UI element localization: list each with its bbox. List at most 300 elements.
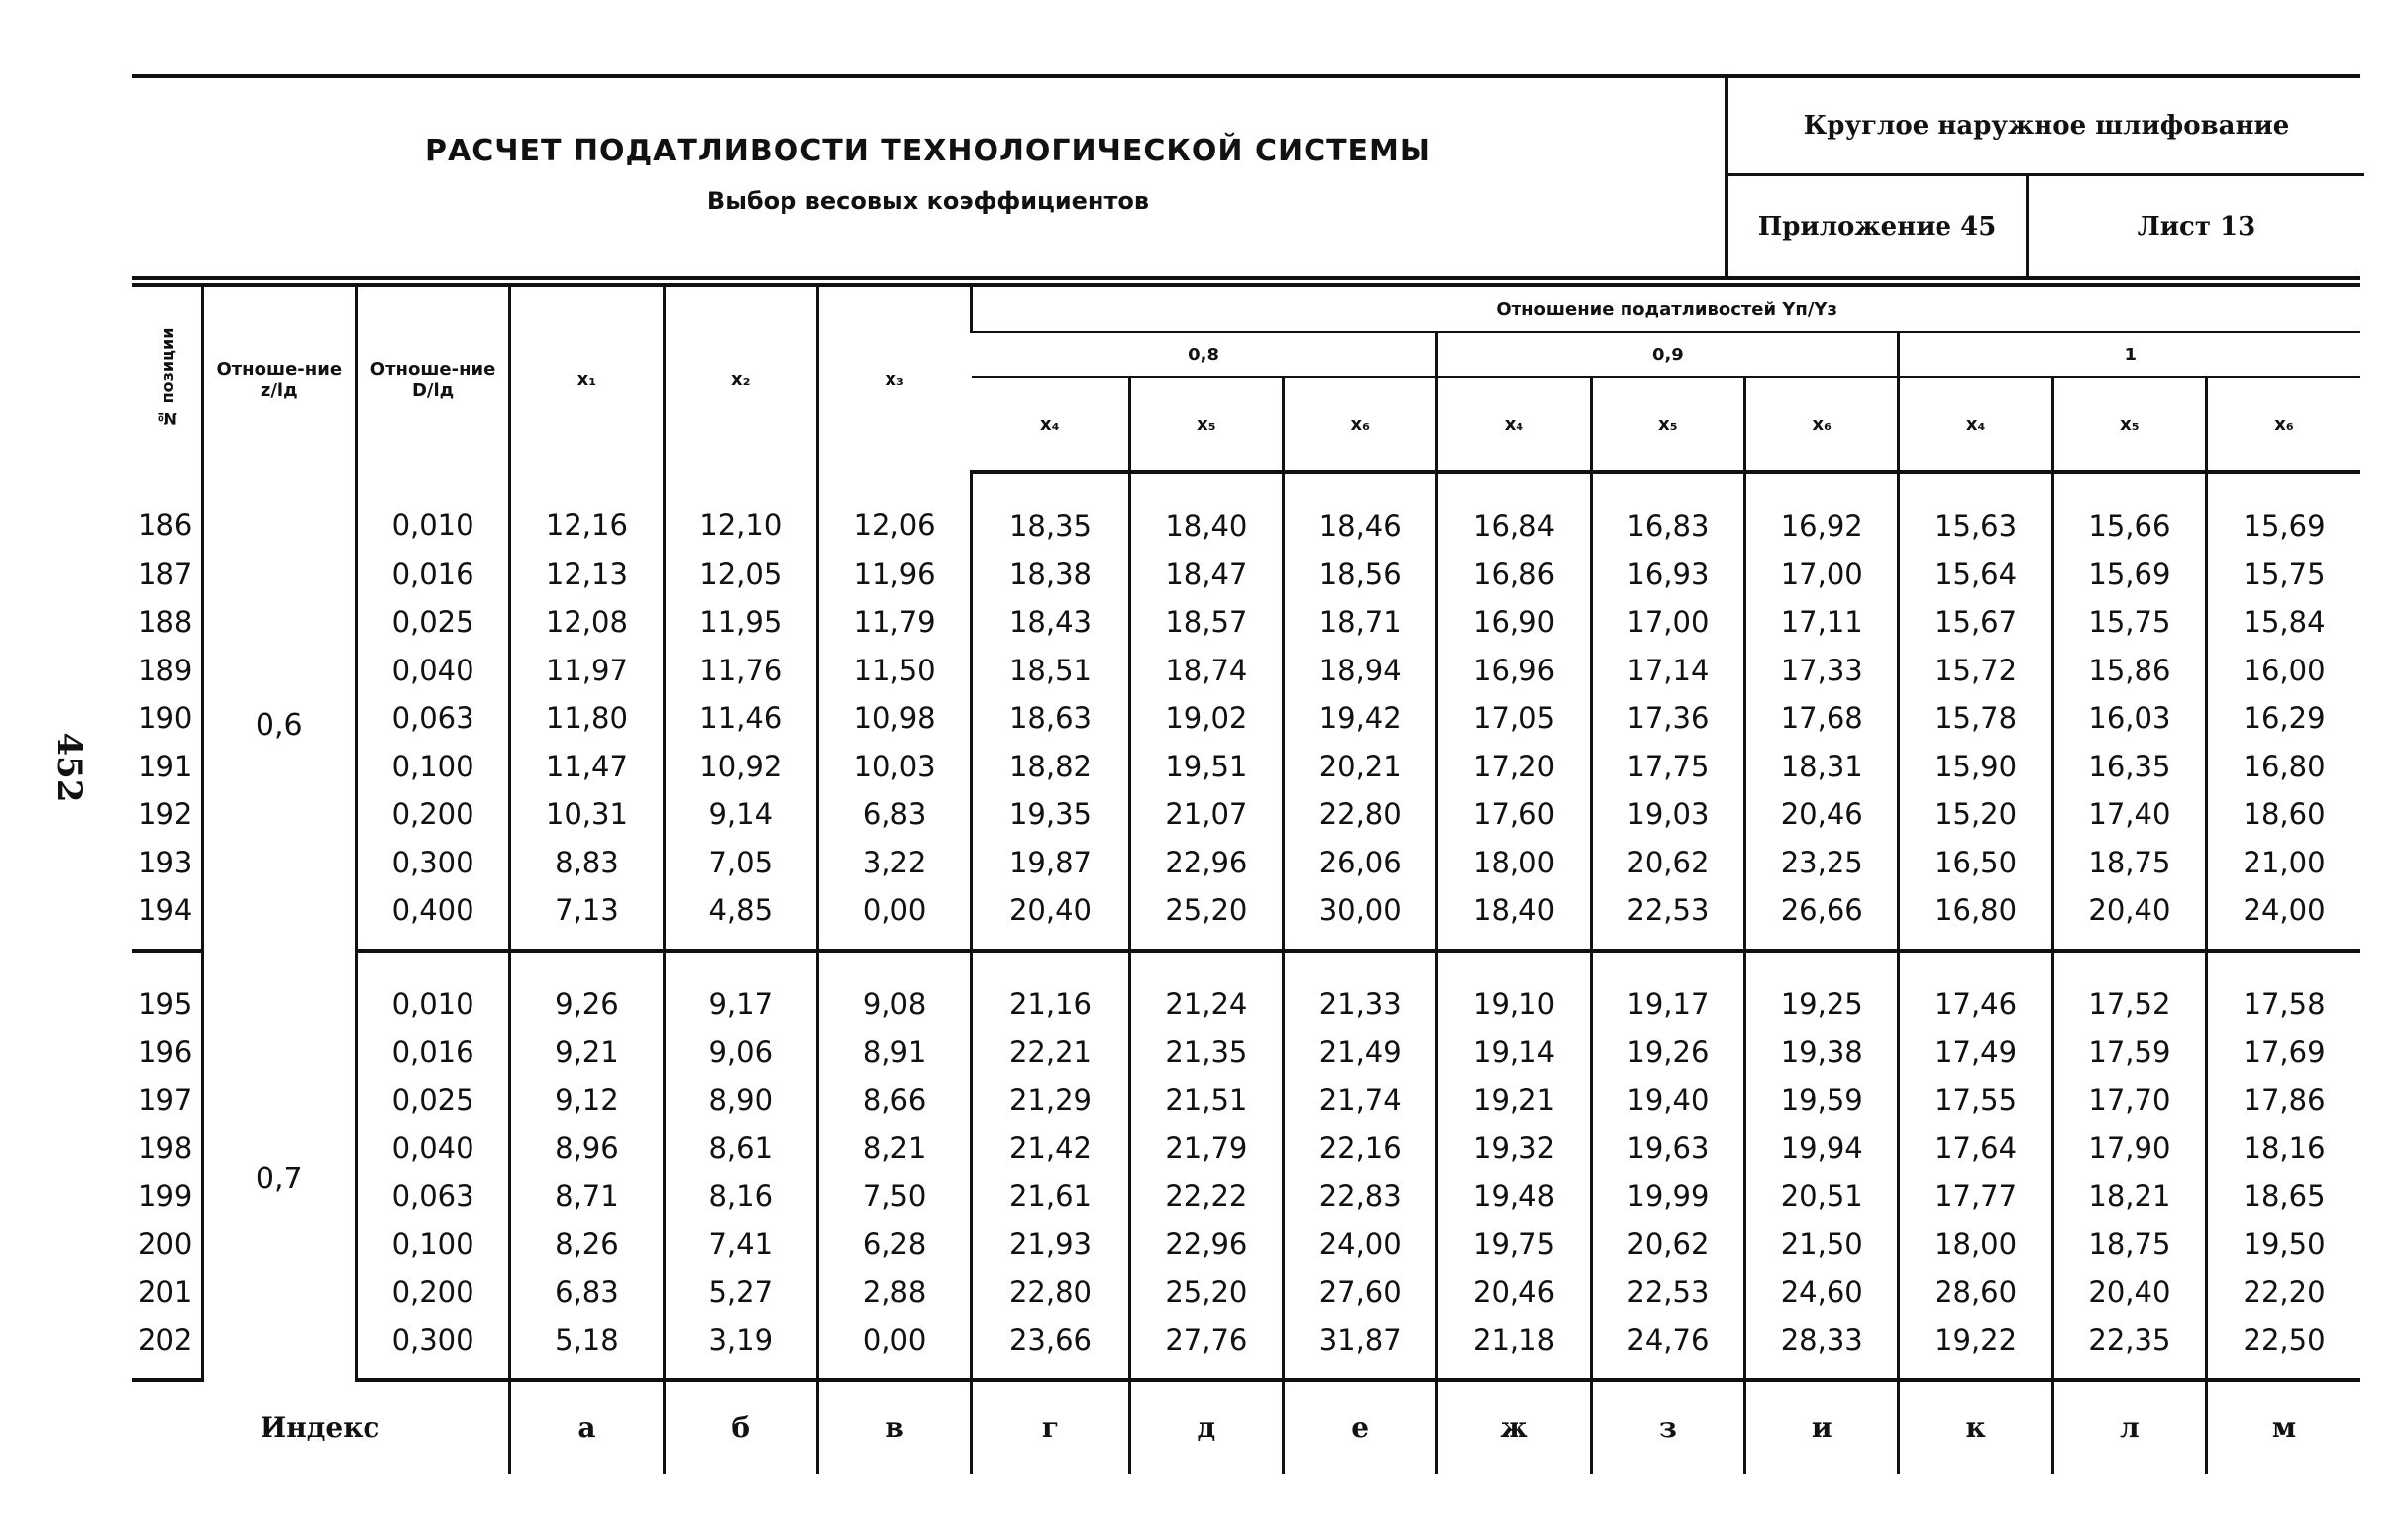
- value-cell: 17,46: [1899, 951, 2052, 1029]
- value-cell: 18,56: [1284, 551, 1437, 599]
- value-cell: 24,00: [1284, 1220, 1437, 1269]
- value-cell: 22,21: [972, 1028, 1129, 1076]
- value-cell: 19,14: [1437, 1028, 1591, 1076]
- value-cell: 0,00: [817, 886, 971, 951]
- value-cell: 17,33: [1745, 647, 1899, 695]
- value-cell: 21,29: [972, 1076, 1129, 1125]
- value-cell: 20,40: [972, 886, 1129, 951]
- value-cell: 2,88: [817, 1269, 971, 1317]
- value-cell: 19,63: [1591, 1124, 1744, 1172]
- group-header: Отношение податливостей Yп/Yз: [972, 285, 2360, 332]
- value-cell: 15,78: [1899, 694, 2052, 743]
- value-cell: 21,16: [972, 951, 1129, 1029]
- value-cell: 8,91: [817, 1028, 971, 1076]
- col-x2: x₂: [664, 285, 817, 472]
- value-cell: 23,25: [1745, 839, 1899, 887]
- value-cell: 17,77: [1899, 1172, 2052, 1221]
- index-letter: ж: [1437, 1380, 1591, 1474]
- value-cell: 9,21: [510, 1028, 664, 1076]
- value-cell: 11,95: [664, 598, 817, 647]
- value-cell: 21,51: [1129, 1076, 1283, 1125]
- value-cell: 15,20: [1899, 790, 2052, 839]
- value-cell: 31,87: [1284, 1316, 1437, 1380]
- value-cell: 21,42: [972, 1124, 1129, 1172]
- value-cell: 21,00: [2207, 839, 2360, 887]
- value-cell: 12,10: [664, 472, 817, 551]
- value-cell: 8,21: [817, 1124, 971, 1172]
- value-cell: 18,38: [972, 551, 1129, 599]
- index-row: [132, 1380, 2360, 1474]
- value-cell: 17,69: [2207, 1028, 2360, 1076]
- value-cell: 22,96: [1129, 839, 1283, 887]
- value-cell: 15,64: [1899, 551, 2052, 599]
- value-cell: 6,83: [510, 1269, 664, 1317]
- value-cell: 27,60: [1284, 1269, 1437, 1317]
- table-row: [132, 743, 2360, 791]
- sub-header: x₄: [972, 377, 1129, 472]
- position-cell: 198: [138, 1131, 193, 1166]
- value-cell: 19,10: [1437, 951, 1591, 1029]
- value-cell: 18,40: [1129, 472, 1283, 551]
- table-row: [132, 1124, 2360, 1172]
- ratio-cell: 0,7: [202, 951, 356, 1380]
- sub-header: x₅: [1591, 377, 1744, 472]
- value-cell: 18,75: [2052, 839, 2206, 887]
- value-cell: 16,83: [1591, 472, 1744, 551]
- value-cell: 10,03: [817, 743, 971, 791]
- value-cell: 8,96: [510, 1124, 664, 1172]
- value-cell: 19,02: [1129, 694, 1283, 743]
- value-cell: 18,40: [1437, 886, 1591, 951]
- value-cell: 11,97: [510, 647, 664, 695]
- value-cell: 19,87: [972, 839, 1129, 887]
- value-cell: 24,76: [1591, 1316, 1744, 1380]
- index-letter: м: [2207, 1380, 2360, 1474]
- value-cell: 7,41: [664, 1220, 817, 1269]
- table-block-ratio-0-7: [132, 951, 2360, 1380]
- value-cell: 19,35: [972, 790, 1129, 839]
- value-cell: 9,26: [510, 951, 664, 1029]
- value-cell: 11,47: [510, 743, 664, 791]
- value-cell: 19,59: [1745, 1076, 1899, 1125]
- col-x3: x₃: [817, 285, 971, 472]
- position-cell: 187: [138, 557, 193, 591]
- value-cell: 18,31: [1745, 743, 1899, 791]
- value-cell: 28,33: [1745, 1316, 1899, 1380]
- position-cell: 194: [132, 886, 202, 951]
- value-cell: 21,74: [1284, 1076, 1437, 1125]
- value-cell: 17,05: [1437, 694, 1591, 743]
- value-cell: 9,17: [664, 951, 817, 1029]
- value-cell: 11,46: [664, 694, 817, 743]
- value-cell: 21,18: [1437, 1316, 1591, 1380]
- position-cell: 190: [138, 701, 193, 736]
- position-cell: 191: [138, 749, 193, 783]
- value-cell: 15,69: [2052, 551, 2206, 599]
- index-label: Индекс: [260, 1411, 380, 1444]
- value-cell: 16,50: [1899, 839, 2052, 887]
- value-cell: 16,93: [1591, 551, 1744, 599]
- value-cell: 18,82: [972, 743, 1129, 791]
- value-cell: 30,00: [1284, 886, 1437, 951]
- value-cell: 19,25: [1745, 951, 1899, 1029]
- value-cell: 0,010: [356, 951, 509, 1029]
- document-header: [132, 74, 2360, 280]
- value-cell: 19,75: [1437, 1220, 1591, 1269]
- value-cell: 0,300: [356, 839, 509, 887]
- page-subtitle: Выбор весовых коэффициентов: [706, 187, 1150, 215]
- table-row: [132, 886, 2360, 951]
- value-cell: 15,84: [2207, 598, 2360, 647]
- value-cell: 18,51: [972, 647, 1129, 695]
- value-cell: 18,94: [1284, 647, 1437, 695]
- value-cell: 11,96: [817, 551, 971, 599]
- sub-header: x₆: [1745, 377, 1899, 472]
- value-cell: 24,60: [1745, 1269, 1899, 1317]
- table-row: [132, 839, 2360, 887]
- table-row: [132, 790, 2360, 839]
- value-cell: 21,93: [972, 1220, 1129, 1269]
- value-cell: 22,16: [1284, 1124, 1437, 1172]
- category-label: Круглое наружное шлифование: [1728, 78, 2364, 176]
- value-cell: 18,43: [972, 598, 1129, 647]
- value-cell: 19,22: [1899, 1316, 2052, 1380]
- position-cell: 196: [138, 1035, 193, 1069]
- value-cell: 17,70: [2052, 1076, 2206, 1125]
- value-cell: 19,94: [1745, 1124, 1899, 1172]
- value-cell: 17,52: [2052, 951, 2206, 1029]
- value-cell: 22,96: [1129, 1220, 1283, 1269]
- value-cell: 21,79: [1129, 1124, 1283, 1172]
- value-cell: 8,61: [664, 1124, 817, 1172]
- value-cell: 15,75: [2207, 551, 2360, 599]
- value-cell: 22,20: [2207, 1269, 2360, 1317]
- index-letter: з: [1591, 1380, 1744, 1474]
- value-cell: 17,75: [1591, 743, 1744, 791]
- index-letter: а: [510, 1380, 664, 1474]
- position-cell: 193: [138, 845, 193, 879]
- value-cell: 19,38: [1745, 1028, 1899, 1076]
- value-cell: 20,40: [2052, 1269, 2206, 1317]
- value-cell: 21,49: [1284, 1028, 1437, 1076]
- value-cell: 17,14: [1591, 647, 1744, 695]
- value-cell: 16,03: [2052, 694, 2206, 743]
- value-cell: 19,42: [1284, 694, 1437, 743]
- value-cell: 16,29: [2207, 694, 2360, 743]
- value-cell: 16,86: [1437, 551, 1591, 599]
- value-cell: 11,50: [817, 647, 971, 695]
- value-cell: 15,90: [1899, 743, 2052, 791]
- coefficients-table: [132, 283, 2360, 1474]
- value-cell: 21,35: [1129, 1028, 1283, 1076]
- value-cell: 0,100: [356, 743, 509, 791]
- value-cell: 0,040: [356, 1124, 509, 1172]
- value-cell: 12,06: [817, 472, 971, 551]
- table-row: [132, 1172, 2360, 1221]
- sub-header: x₆: [2207, 377, 2360, 472]
- value-cell: 18,74: [1129, 647, 1283, 695]
- table-row: [132, 1076, 2360, 1125]
- value-cell: 19,40: [1591, 1076, 1744, 1125]
- value-cell: 5,18: [510, 1316, 664, 1380]
- value-cell: 17,49: [1899, 1028, 2052, 1076]
- value-cell: 17,68: [1745, 694, 1899, 743]
- position-cell: 192: [138, 797, 193, 832]
- value-cell: 17,90: [2052, 1124, 2206, 1172]
- value-cell: 8,16: [664, 1172, 817, 1221]
- value-cell: 0,016: [356, 551, 509, 599]
- value-cell: 15,66: [2052, 472, 2206, 551]
- value-cell: 10,98: [817, 694, 971, 743]
- value-cell: 17,64: [1899, 1124, 2052, 1172]
- value-cell: 0,025: [356, 1076, 509, 1125]
- value-cell: 17,60: [1437, 790, 1591, 839]
- value-cell: 22,80: [972, 1269, 1129, 1317]
- value-cell: 17,86: [2207, 1076, 2360, 1125]
- value-cell: 19,99: [1591, 1172, 1744, 1221]
- value-cell: 9,08: [817, 951, 971, 1029]
- value-cell: 0,016: [356, 1028, 509, 1076]
- index-letter: е: [1284, 1380, 1437, 1474]
- value-cell: 22,80: [1284, 790, 1437, 839]
- table-row: [132, 694, 2360, 743]
- value-cell: 16,92: [1745, 472, 1899, 551]
- value-cell: 24,00: [2207, 886, 2360, 951]
- value-cell: 18,60: [2207, 790, 2360, 839]
- table-row: [132, 598, 2360, 647]
- index-letter: г: [972, 1380, 1129, 1474]
- value-cell: 18,00: [1437, 839, 1591, 887]
- value-cell: 25,20: [1129, 1269, 1283, 1317]
- value-cell: 20,46: [1437, 1269, 1591, 1317]
- value-cell: 11,80: [510, 694, 664, 743]
- value-cell: 17,55: [1899, 1076, 2052, 1125]
- index-letter: к: [1899, 1380, 2052, 1474]
- position-cell: 195: [138, 986, 193, 1021]
- value-cell: 3,22: [817, 839, 971, 887]
- value-cell: 22,83: [1284, 1172, 1437, 1221]
- value-cell: 17,58: [2207, 951, 2360, 1029]
- value-cell: 10,92: [664, 743, 817, 791]
- value-cell: 8,83: [510, 839, 664, 887]
- index-letter: д: [1129, 1380, 1283, 1474]
- value-cell: 15,67: [1899, 598, 2052, 647]
- value-cell: 17,36: [1591, 694, 1744, 743]
- value-cell: 15,86: [2052, 647, 2206, 695]
- value-cell: 8,26: [510, 1220, 664, 1269]
- table-row: [132, 1220, 2360, 1269]
- position-cell: 188: [138, 605, 193, 640]
- col-x1: x₁: [510, 285, 664, 472]
- value-cell: 21,61: [972, 1172, 1129, 1221]
- value-cell: 15,69: [2207, 472, 2360, 551]
- value-cell: 16,84: [1437, 472, 1591, 551]
- index-letter: л: [2052, 1380, 2206, 1474]
- value-cell: 5,27: [664, 1269, 817, 1317]
- value-cell: 15,75: [2052, 598, 2206, 647]
- sub-header: x₄: [1437, 377, 1591, 472]
- index-letter: в: [817, 1380, 971, 1474]
- value-cell: 20,51: [1745, 1172, 1899, 1221]
- value-cell: 17,00: [1591, 598, 1744, 647]
- value-cell: 16,96: [1437, 647, 1591, 695]
- header-meta: [1728, 176, 2364, 276]
- value-cell: 11,79: [817, 598, 971, 647]
- value-cell: 18,75: [2052, 1220, 2206, 1269]
- table-row: [132, 1269, 2360, 1317]
- value-cell: 9,12: [510, 1076, 664, 1125]
- value-cell: 17,20: [1437, 743, 1591, 791]
- position-cell: 202: [132, 1316, 202, 1380]
- value-cell: 0,063: [356, 1172, 509, 1221]
- value-cell: 21,50: [1745, 1220, 1899, 1269]
- value-cell: 18,71: [1284, 598, 1437, 647]
- value-cell: 16,35: [2052, 743, 2206, 791]
- position-cell: 200: [138, 1227, 193, 1262]
- sheet-label: Лист 13: [2137, 211, 2256, 242]
- header-title-block: [132, 78, 1725, 276]
- sub-header: x₅: [2052, 377, 2206, 472]
- value-cell: 16,80: [1899, 886, 2052, 951]
- position-cell: 186: [138, 508, 193, 543]
- index-letter: и: [1745, 1380, 1899, 1474]
- value-cell: 17,40: [2052, 790, 2206, 839]
- value-cell: 21,24: [1129, 951, 1283, 1029]
- value-cell: 12,08: [510, 598, 664, 647]
- table-row: [132, 951, 2360, 1029]
- page-number: 452: [50, 732, 89, 803]
- value-cell: 22,22: [1129, 1172, 1283, 1221]
- group-0-9: 0,9: [1437, 332, 1899, 377]
- value-cell: 12,16: [510, 472, 664, 551]
- col-position: № позиции: [132, 285, 202, 472]
- value-cell: 11,76: [664, 647, 817, 695]
- position-cell: 189: [138, 653, 193, 687]
- sub-header: x₆: [1284, 377, 1437, 472]
- value-cell: 19,26: [1591, 1028, 1744, 1076]
- value-cell: 0,063: [356, 694, 509, 743]
- value-cell: 0,010: [356, 472, 509, 551]
- value-cell: 18,63: [972, 694, 1129, 743]
- value-cell: 22,35: [2052, 1316, 2206, 1380]
- table-row: [132, 551, 2360, 599]
- value-cell: 18,46: [1284, 472, 1437, 551]
- value-cell: 7,50: [817, 1172, 971, 1221]
- group-1: 1: [1899, 332, 2360, 377]
- ratio-cell: 0,6: [202, 472, 356, 951]
- value-cell: 18,21: [2052, 1172, 2206, 1221]
- value-cell: 0,400: [356, 886, 509, 951]
- header-info-block: [1725, 78, 2364, 276]
- value-cell: 8,90: [664, 1076, 817, 1125]
- value-cell: 25,20: [1129, 886, 1283, 951]
- value-cell: 20,21: [1284, 743, 1437, 791]
- value-cell: 19,32: [1437, 1124, 1591, 1172]
- position-cell: 201: [138, 1274, 193, 1309]
- value-cell: 8,66: [817, 1076, 971, 1125]
- value-cell: 28,60: [1899, 1269, 2052, 1317]
- value-cell: 12,05: [664, 551, 817, 599]
- value-cell: 7,05: [664, 839, 817, 887]
- value-cell: 0,200: [356, 1269, 509, 1317]
- value-cell: 20,46: [1745, 790, 1899, 839]
- col-ratio-z: Отноше-ние z/lд: [202, 285, 356, 472]
- position-cell: 197: [138, 1082, 193, 1117]
- value-cell: 22,53: [1591, 886, 1744, 951]
- value-cell: 16,00: [2207, 647, 2360, 695]
- value-cell: 22,50: [2207, 1316, 2360, 1380]
- value-cell: 21,33: [1284, 951, 1437, 1029]
- value-cell: 6,83: [817, 790, 971, 839]
- value-cell: 12,13: [510, 551, 664, 599]
- value-cell: 18,35: [972, 472, 1129, 551]
- value-cell: 3,19: [664, 1316, 817, 1380]
- value-cell: 17,00: [1745, 551, 1899, 599]
- value-cell: 22,53: [1591, 1269, 1744, 1317]
- value-cell: 27,76: [1129, 1316, 1283, 1380]
- page-title: РАСЧЕТ ПОДАТЛИВОСТИ ТЕХНОЛОГИЧЕСКОЙ СИСТЕМЫ: [424, 134, 1431, 168]
- sub-header: x₅: [1129, 377, 1283, 472]
- value-cell: 19,17: [1591, 951, 1744, 1029]
- group-0-8: 0,8: [972, 332, 1437, 377]
- position-cell: 199: [138, 1178, 193, 1213]
- appendix-label: Приложение 45: [1728, 176, 2029, 276]
- value-cell: 20,62: [1591, 839, 1744, 887]
- value-cell: 19,48: [1437, 1172, 1591, 1221]
- index-letter: б: [664, 1380, 817, 1474]
- value-cell: 18,47: [1129, 551, 1283, 599]
- value-cell: 7,13: [510, 886, 664, 951]
- table-row: [132, 472, 2360, 551]
- value-cell: 9,06: [664, 1028, 817, 1076]
- value-cell: 16,90: [1437, 598, 1591, 647]
- value-cell: 0,025: [356, 598, 509, 647]
- value-cell: 0,300: [356, 1316, 509, 1380]
- value-cell: 17,11: [1745, 598, 1899, 647]
- value-cell: 23,66: [972, 1316, 1129, 1380]
- value-cell: 19,03: [1591, 790, 1744, 839]
- value-cell: 4,85: [664, 886, 817, 951]
- value-cell: 8,71: [510, 1172, 664, 1221]
- value-cell: 6,28: [817, 1220, 971, 1269]
- value-cell: 0,100: [356, 1220, 509, 1269]
- value-cell: 26,66: [1745, 886, 1899, 951]
- table-header: [132, 285, 2360, 472]
- value-cell: 19,50: [2207, 1220, 2360, 1269]
- value-cell: 19,21: [1437, 1076, 1591, 1125]
- sub-header: x₄: [1899, 377, 2052, 472]
- value-cell: 16,80: [2207, 743, 2360, 791]
- value-cell: 18,65: [2207, 1172, 2360, 1221]
- value-cell: 20,40: [2052, 886, 2206, 951]
- value-cell: 9,14: [664, 790, 817, 839]
- value-cell: 18,57: [1129, 598, 1283, 647]
- value-cell: 0,040: [356, 647, 509, 695]
- table-row: [132, 1316, 2360, 1380]
- value-cell: 21,07: [1129, 790, 1283, 839]
- value-cell: 18,16: [2207, 1124, 2360, 1172]
- value-cell: 18,00: [1899, 1220, 2052, 1269]
- value-cell: 19,51: [1129, 743, 1283, 791]
- table-block-ratio-0-6: [132, 472, 2360, 951]
- table-row: [132, 647, 2360, 695]
- value-cell: 0,200: [356, 790, 509, 839]
- value-cell: 15,63: [1899, 472, 2052, 551]
- col-ratio-d: Отноше-ние D/lд: [356, 285, 509, 472]
- table-row: [132, 1028, 2360, 1076]
- value-cell: 26,06: [1284, 839, 1437, 887]
- value-cell: 20,62: [1591, 1220, 1744, 1269]
